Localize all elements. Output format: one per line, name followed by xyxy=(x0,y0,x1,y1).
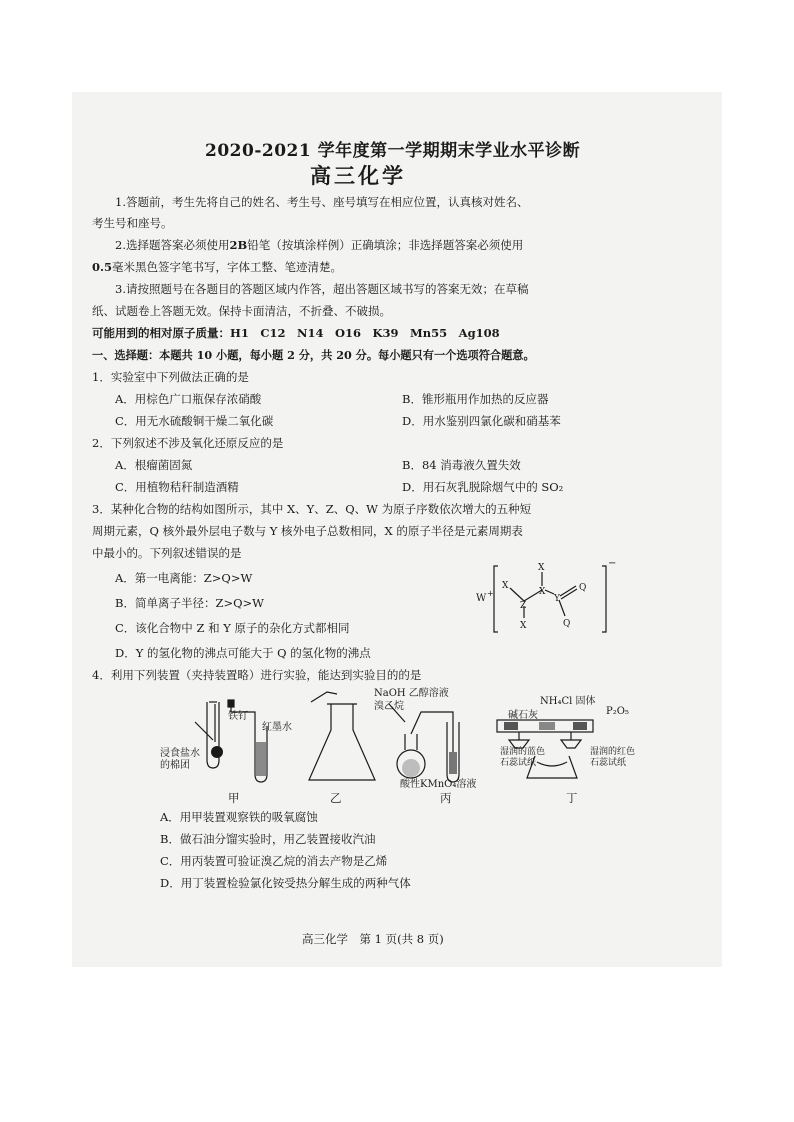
q3-option-b: B．简单离子半径：Z>Q>W xyxy=(115,596,264,610)
subject-title: 高三化学 xyxy=(310,163,406,188)
q3-x-atom-left: X xyxy=(502,581,509,591)
q4-option-d: D．用丁装置检验氯化铵受热分解生成的两种气体 xyxy=(160,876,411,890)
exam-title: 2020-2021 学年度第一学期期末学业水平诊断 xyxy=(205,141,581,161)
q3-stem-1: 3．某种化合物的结构如图所示，其中 X、Y、Z、Q、W 为原子序数依次增大的五种短 xyxy=(92,502,532,516)
q3-z-atom: Z xyxy=(520,601,527,611)
q4-option-a: A．用甲装置观察铁的吸氧腐蚀 xyxy=(160,810,318,824)
section-1-heading: 一、选择题：本题共 10 小题，每小题 2 分，共 20 分。每小题只有一个选项符合题意。 xyxy=(92,348,535,362)
q3-x-atom-mid: X xyxy=(539,587,546,597)
instruction-1: 1.答题前，考生先将自己的姓名、考生号、座号填写在相应位置，认真核对姓名、 xyxy=(115,195,529,209)
q2-option-c: C．用植物秸秆制造酒精 xyxy=(115,480,239,494)
q1-stem: 1．实验室中下列做法正确的是 xyxy=(92,370,249,384)
label-salt-cotton-1: 浸食盐水 xyxy=(160,748,200,759)
label-acidic-kmno4: 酸性KMnO₄溶液 xyxy=(400,779,477,790)
q3-x-atom-bottom: X xyxy=(520,621,527,631)
instruction-1-cont: 考生号和座号。 xyxy=(92,216,173,230)
pen-width: 0.5 xyxy=(92,260,113,274)
label-red-litmus-2: 石蕊试纸 xyxy=(590,758,627,768)
q2-option-b: B．84 消毒液久置失效 xyxy=(402,458,521,472)
label-p2o5: P₂O₅ xyxy=(606,706,629,717)
page-footer: 高三化学 第 1 页(共 8 页) xyxy=(302,932,444,946)
q1-option-b: B．锥形瓶用作加热的反应器 xyxy=(402,392,549,406)
label-iron-nail: 铁钉 xyxy=(228,711,248,722)
q3-option-c: C．该化合物中 Z 和 Y 原子的杂化方式都相同 xyxy=(115,621,350,635)
q3-stem-2: 周期元素，Q 核外最外层电子数与 Y 核外电子总数相同，X 的原子半径是元素周期表 xyxy=(92,524,523,538)
q3-stem-3: 中最小的。下列叙述错误的是 xyxy=(92,546,242,560)
label-salt-cotton-2: 的棉团 xyxy=(160,760,190,771)
label-soda-lime: 碱石灰 xyxy=(508,710,538,721)
q1-option-c: C．用无水硫酸铜干燥二氧化碳 xyxy=(115,414,274,428)
q3-option-d: D．Y 的氢化物的沸点可能大于 Q 的氢化物的沸点 xyxy=(115,646,371,660)
instruction-2-a: 2.选择题答案必须使用 xyxy=(115,238,230,252)
instruction-2-b: 铅笔（按填涂样例）正确填涂；非选择题答案必须使用 xyxy=(247,238,524,252)
q4-option-b: B．做石油分馏实验时，用乙装置接收汽油 xyxy=(160,832,376,846)
q3-structure-diagram xyxy=(472,556,622,638)
label-bromoethane: 溴乙烷 xyxy=(374,701,404,712)
q3-y-atom: Y xyxy=(554,594,560,604)
label-red-litmus-1: 湿润的红色 xyxy=(590,747,636,757)
instruction-2-c: 毫米黑色签字笔书写，字体工整、笔迹清楚。 xyxy=(112,260,343,274)
apparatus-yi: 乙 xyxy=(330,791,342,805)
q1-option-a: A．用棕色广口瓶保存浓硝酸 xyxy=(115,392,262,406)
q3-q-atom-bottom: Q xyxy=(563,619,571,629)
q4-stem: 4．利用下列装置（夹持装置略）进行实验，能达到实验目的的是 xyxy=(92,668,422,682)
label-nh4cl: NH₄Cl 固体 xyxy=(540,696,596,707)
q2-option-d: D．用石灰乳脱除烟气中的 SO₂ xyxy=(402,480,564,494)
label-naoh-ethanol: NaOH 乙醇溶液 xyxy=(374,688,449,699)
label-blue-litmus-2: 石蕊试纸 xyxy=(500,758,537,768)
q3-option-a: A．第一电离能：Z>Q>W xyxy=(115,571,253,585)
pencil-type: 2B xyxy=(229,238,248,252)
apparatus-jia: 甲 xyxy=(228,791,240,805)
q3-w-charge: + xyxy=(487,589,494,598)
q3-q-atom-right: Q xyxy=(579,583,587,593)
instruction-3-cont: 纸、试题卷上答题无效。保持卡面清洁，不折叠、不破损。 xyxy=(92,304,391,318)
q3-w-atom: W xyxy=(476,593,487,604)
q3-anion-charge: − xyxy=(608,558,617,569)
q4-option-c: C．用丙装置可验证溴乙烷的消去产物是乙烯 xyxy=(160,854,388,868)
instruction-3: 3.请按照题号在各题目的答题区域内作答，超出答题区域书写的答案无效；在草稿 xyxy=(115,282,529,296)
label-blue-litmus-1: 湿润的蓝色 xyxy=(500,747,546,757)
instruction-2 xyxy=(115,240,523,252)
apparatus-bing: 丙 xyxy=(440,791,452,805)
q2-option-a: A．根瘤菌固氮 xyxy=(115,458,193,472)
q1-option-d: D．用水鉴别四氯化碳和硝基苯 xyxy=(402,414,561,428)
atomic-mass: 可能用到的相对原子质量：H1 C12 N14 O16 K39 Mn55 Ag108 xyxy=(92,326,500,340)
apparatus-ding: 丁 xyxy=(566,791,578,805)
q2-stem: 2．下列叙述不涉及氧化还原反应的是 xyxy=(92,436,284,450)
label-red-ink: 红墨水 xyxy=(262,722,292,733)
q3-x-atom-top: X xyxy=(538,563,545,573)
instruction-2-cont xyxy=(92,262,342,274)
